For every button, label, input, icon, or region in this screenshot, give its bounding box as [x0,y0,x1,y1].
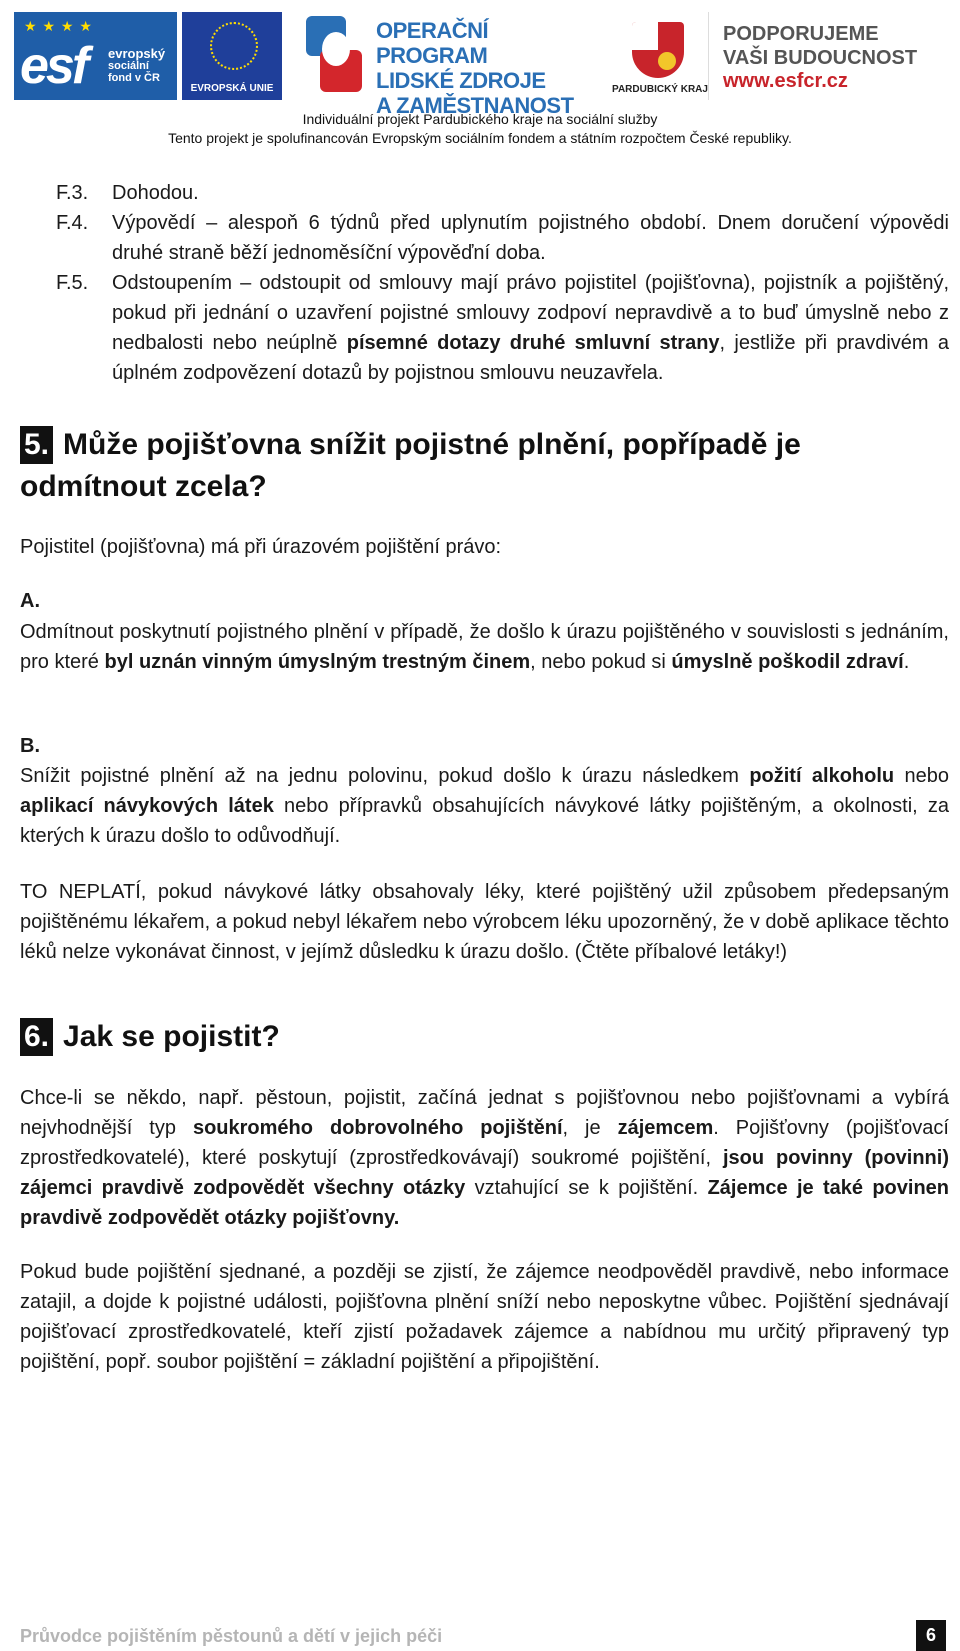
kraj-label: PARDUBICKÝ KRAJ [612,84,708,95]
list-item [20,268,949,388]
section-6-paragraph-1 [20,1083,949,1233]
esf-caption-line: fond v ČR [108,72,160,84]
bold-run: zájemcem [617,1117,714,1139]
list-item-bold: písemné dotazy druhé smluvní strany [346,332,720,354]
text-run: Odmítnout poskytnutí pojistného plnění v případě, že došlo k úrazu pojištěného v souvislosti s jednáním, pro které [20,621,949,673]
bold-run: aplikací návykových látek [20,795,274,817]
text-run: . Pojišťovny (pojišťovací zprostředkovatelé), které poskytují (zprostředkovávají) soukromé pojištění, [20,1117,949,1169]
bold-run: byl uznán vinným úmyslným trestným činem [104,651,531,673]
eu-label: EVROPSKÁ UNIE [190,83,274,94]
item-a-label: A. [20,590,40,612]
section-title: Může pojišťovna snížit pojistné plnění, popřípadě je odmítnout zcela? [20,428,801,503]
op-line: LIDSKÉ ZDROJE [376,68,546,93]
subheader-line-2: Tento projekt je spolufinancován Evropským sociálním fondem a státním rozpočtem České republiky. [168,130,792,146]
subheader-line-1: Individuální projekt Pardubického kraje na sociální služby [302,111,658,127]
list-item-text: Výpovědí – alespoň 6 týdnů před uplynutím pojistného období. Dnem doručení výpovědi druhé straně běží jednoměsíční výpověďní doba. [112,212,949,264]
section-6-paragraph-2: Pokud bude pojištění sjednané, a později se zjistí, že zájemce neodpověděl pravdivě, nebo informace zatajil, a dojde k pojistné události, pojišťovna plnění sníží nebo neposkytne vůbec. Pojištění sjednávají pojišťovací zprostředkovatelé, kteří zjistí požadavek zájemce a nabídnou mu určitý připravený typ pojištění, popř. soubor pojištění = základní pojištění a připojištění. [20,1261,949,1373]
bold-run: soukromého dobrovolného pojištění [192,1117,563,1139]
list-item-number: F.4. [56,212,89,234]
header-logos [14,12,946,118]
text-run: , je [562,1117,618,1139]
item-a-text [20,617,949,677]
section-title: Jak se pojistit? [63,1020,280,1053]
page-number: 6 [916,1620,946,1651]
section-number-badge: 6. [20,1018,53,1056]
list-item [20,208,949,268]
list-item [20,178,949,208]
op-logo-text [376,18,576,118]
eu-flag-logo [182,12,282,100]
podporujeme-line: PODPORUJEME [723,23,879,45]
text-run: . [903,651,910,673]
text-run: vztahující se k pojištění. [465,1177,708,1199]
text-run: nebo [894,765,949,787]
list-item-number: F.5. [56,272,89,294]
list-item-text: , jestliže při pravdivém a úplném zodpovězení dotazů by pojistnou smlouvu neuzavřela. [112,332,950,384]
esf-logo-caption [108,48,165,84]
bold-run: úmyslně poškodil zdraví [671,651,904,673]
text-run: Snížit pojistné plnění až na jednu polovinu, pokud došlo k úrazu následkem [20,765,750,787]
bold-run: jsou povinny (povinni) zájemci pravdivě zodpovědět všechny otázky [20,1147,949,1199]
op-puzzle-icon [306,12,368,94]
termination-list [20,178,949,388]
list-item-text: Odstoupením – odstoupit od smlouvy mají právo pojistitel (pojišťovna), pojistník a pojištěný, pokud při jednání o uzavření pojistné smlouvy zodpoví nepravdivě a to buď úmyslně nebo z nedbalosti nebo neúplně [112,272,949,354]
footer-title: Průvodce pojištěním pěstounů a dětí v jejich péči [20,1626,443,1646]
pardubicky-kraj-logo [610,12,710,100]
text-run: nebo přípravků obsahujících návykové látky pojištěným, a okolnosti, za kterých k úrazu došlo to odůvodňují. [20,795,950,847]
esf-logo-text: esf [20,37,87,95]
exception-paragraph: TO NEPLATÍ, pokud návykové látky obsahovaly léky, které pojištěný užil způsobem předepsaným pojištěnému lékařem, a pokud nebyl lékařem nebo výrobcem léku upozorněný, že v době aplikace těchto léků nelze vykonávat činnost, v jejímž důsledku k úrazu došlo. (Čtěte příbalové letáky!) [20,881,949,963]
op-line: A ZAMĚSTNANOST [376,93,574,118]
podporujeme-logo [708,12,939,100]
text-run: Chce-li se někdo, např. pěstoun, pojistit, začíná jednat s pojišťovnou nebo pojišťovnami a vybírá nejvhodnější typ [20,1087,949,1139]
coat-of-arms-icon [632,22,684,78]
esf-caption-line: sociální [108,60,149,72]
section-6-heading [20,1016,949,1058]
podporujeme-text [723,22,917,70]
text-run: , nebo pokud si [530,651,672,673]
esf-stars-icon: ★ ★ ★ ★ [24,18,93,34]
eu-stars-icon [210,22,258,70]
esf-logo [14,12,177,100]
list-item-number: F.3. [56,182,89,204]
esf-caption-line: evropský [108,46,166,61]
section-5-heading [20,424,949,508]
podporujeme-line: VAŠI BUDOUCNOST [723,47,918,69]
esfcr-url: www.esfcr.cz [723,70,848,92]
project-subheader [0,110,960,148]
list-item-text: Dohodou. [112,182,199,204]
section-5-intro: Pojistitel (pojišťovna) má při úrazovém pojištění právo: [20,536,502,558]
op-line: OPERAČNÍ PROGRAM [376,18,489,68]
op-lzz-logo [306,12,576,118]
bold-run: požití alkoholu [749,765,895,787]
item-b-text [20,761,949,851]
item-b-label: B. [20,735,40,757]
bold-run: Zájemce je také povinen pravdivě zodpovědět otázky pojišťovny. [20,1177,949,1229]
section-number-badge: 5. [20,426,53,464]
